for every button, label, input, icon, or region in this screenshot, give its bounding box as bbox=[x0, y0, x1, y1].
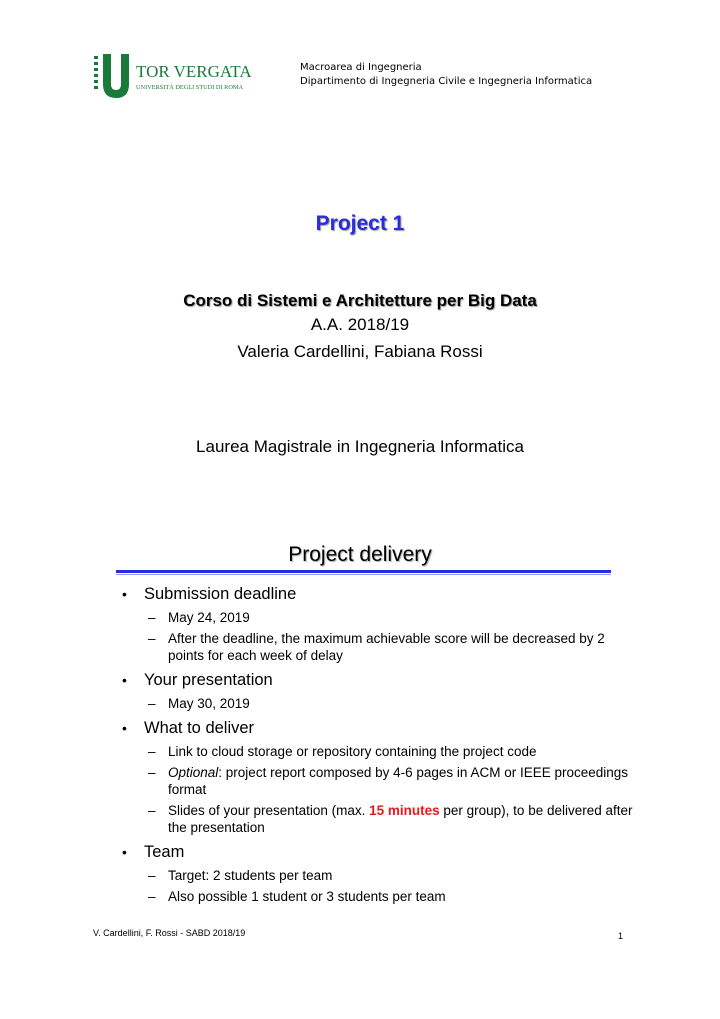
degree-name: Laurea Magistrale in Ingegneria Informatica bbox=[196, 437, 524, 456]
university-logo bbox=[94, 54, 276, 100]
time-limit-highlight: 15 minutes bbox=[369, 803, 440, 818]
footer-credit: V. Cardellini, F. Rossi - SABD 2018/19 bbox=[93, 928, 246, 938]
authors: Valeria Cardellini, Fabiana Rossi bbox=[237, 342, 483, 361]
title-divider-shadow bbox=[116, 574, 611, 575]
item-team: Team bbox=[144, 843, 185, 861]
delivery-list bbox=[122, 582, 642, 905]
sub-item: – Also possible 1 student or 3 students per team bbox=[144, 888, 642, 905]
slides-text-post: per group), to be delivered after the presentation bbox=[168, 803, 633, 835]
item-your-presentation: Your presentation bbox=[144, 671, 273, 689]
logo-name: TOR VERGATA bbox=[136, 62, 252, 81]
optional-label: Optional bbox=[168, 765, 219, 780]
title-divider bbox=[116, 570, 611, 573]
sub-item: – Link to cloud storage or repository containing the project code bbox=[144, 743, 642, 760]
logo-subtitle: UNIVERSITÀ DEGLI STUDI DI ROMA bbox=[136, 84, 244, 91]
list-item bbox=[122, 842, 642, 905]
list-item bbox=[122, 584, 642, 664]
sub-item: – May 30, 2019 bbox=[144, 695, 642, 712]
sub-item: – May 24, 2019 bbox=[144, 609, 642, 626]
slides-text-pre: Slides of your presentation (max. bbox=[168, 803, 370, 818]
sub-item: – After the deadline, the maximum achievable score will be decreased by 2 points for each week of delay bbox=[144, 630, 642, 664]
tor-vergata-logo-icon bbox=[94, 54, 276, 100]
optional-text: : project report composed by 4-6 pages in ACM or IEEE proceedings format bbox=[168, 765, 629, 797]
sub-item: – Target: 2 students per team bbox=[144, 867, 642, 884]
item-submission-deadline: Submission deadline bbox=[144, 585, 297, 603]
sub-item bbox=[144, 802, 642, 836]
dept-line-1: Macroarea di Ingegneria bbox=[300, 62, 422, 73]
item-what-to-deliver: What to deliver bbox=[144, 719, 255, 737]
list-item bbox=[122, 670, 642, 712]
slide-title: Project 1 bbox=[315, 212, 405, 235]
delivery-title: Project delivery bbox=[288, 543, 432, 566]
list-item bbox=[122, 718, 642, 836]
dept-line-2: Dipartimento di Ingegneria Civile e Ingegneria Informatica bbox=[300, 76, 593, 87]
page-number: 1 bbox=[618, 931, 624, 941]
department-info bbox=[300, 61, 592, 89]
academic-year: A.A. 2018/19 bbox=[310, 315, 410, 334]
course-name: Corso di Sistemi e Architetture per Big Data bbox=[183, 291, 537, 310]
sub-item bbox=[144, 764, 642, 798]
